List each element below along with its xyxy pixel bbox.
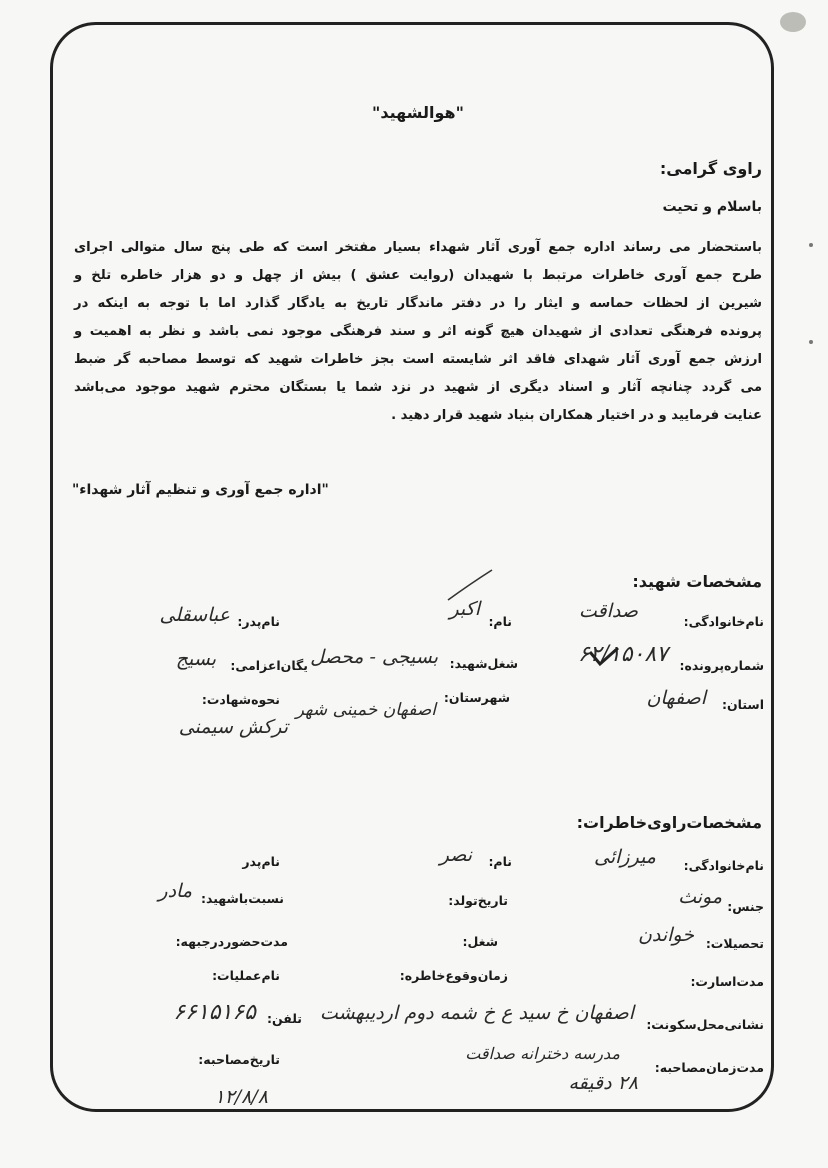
martyr-city-label: شهرستان: bbox=[443, 690, 510, 705]
letter-line: طرح جمع آوری خاطرات مرتبط با شهیدان (روایت عشق ) بیش از چهل و دو هزار خاطره تلخ و bbox=[74, 268, 762, 283]
martyr-family-name-label: نام‌خانوادگی: bbox=[683, 614, 764, 629]
narrator-duration-label: مدت‌زمان‌مصاحبه: bbox=[654, 1060, 764, 1075]
scan-dot bbox=[809, 243, 813, 247]
letter-line: ارزش جمع آوری آثار شهدای فاقد اثر شایسته است بجز خاطرات شهید که توسط مصاحبه گر ضبط bbox=[74, 352, 762, 367]
scan-dot bbox=[809, 340, 813, 344]
narrator-interviewer-value: مدرسه دخترانه صداقت bbox=[465, 1044, 620, 1063]
narrator-relation-label: نسبت‌باشهید: bbox=[200, 891, 284, 906]
page-title: "هوالشهید" bbox=[372, 103, 464, 122]
letter-line: پرونده فرهنگی تعدادی از شهیدان هیچ گونه اثر و سند فرهنگی موجود نمی باشد و نظر به اهمیت و bbox=[74, 324, 762, 339]
narrator-first-name-value: نصر bbox=[439, 844, 472, 866]
letter-line: شیرین از لحظات حماسه و ایثار را در دفتر ماندگار تاریخ به یادگار گذارد اما با توجه به اینکه در bbox=[74, 296, 762, 311]
greeting: راوی گرامی: bbox=[659, 159, 762, 178]
letter-line: باستحضار می رساند اداره جمع آوری آثار شهداء بسیار مفتخر است که طی پنج سال متوالی اجرای bbox=[74, 240, 762, 255]
narrator-education-value: خواندن bbox=[637, 924, 694, 946]
narrator-father-name-label: نام‌پدر bbox=[242, 854, 280, 869]
narrator-address-label: نشانی‌محل‌سکونت: bbox=[646, 1017, 764, 1032]
page-border bbox=[50, 22, 774, 1112]
salutation: باسلام و تحیت bbox=[662, 199, 762, 215]
martyr-manner-value: ترکش سیمنی bbox=[178, 716, 288, 738]
narrator-gender-label: جنس: bbox=[727, 899, 764, 914]
scan-smudge bbox=[780, 12, 806, 32]
narrator-interview-date-value: ۱۲/۸/۸ bbox=[214, 1086, 268, 1108]
signature: "اداره جمع آوری و تنظیم آثار شهداء" bbox=[72, 482, 329, 498]
narrator-address-value: اصفهان خ سید ع خ شمه دوم اردیبهشت bbox=[319, 1002, 634, 1024]
narrator-section-heading: مشخصات‌راوی‌خاطرات: bbox=[576, 813, 762, 832]
martyr-deployment-unit-label: یگان‌اعزامی: bbox=[230, 658, 308, 673]
martyr-father-name-label: نام‌پدر: bbox=[237, 614, 280, 629]
narrator-interview-date-label: تاریخ‌مصاحبه: bbox=[198, 1052, 280, 1067]
narrator-job-label: شغل: bbox=[462, 934, 498, 949]
narrator-front-duration-label: مدت‌حضوردرجبهه: bbox=[175, 934, 288, 949]
martyr-manner-label: نحوه‌شهادت: bbox=[201, 692, 280, 707]
pen-stroke-mark bbox=[440, 566, 500, 606]
letter-line: می گردد چنانچه آثار و اسناد دیگری از شهید در نزد شما یا بستگان محترم شهید موجود می‌باشد bbox=[74, 380, 762, 395]
narrator-memory-time-label: زمان‌وقوع‌خاطره: bbox=[399, 968, 508, 983]
checkmark-mark bbox=[586, 646, 622, 670]
martyr-first-name-value: اکبر bbox=[449, 598, 480, 620]
martyr-file-number-value: ۶۲/۱۵۰۸۷ bbox=[577, 642, 668, 667]
narrator-first-name-label: نام: bbox=[488, 854, 512, 869]
martyr-province-value: اصفهان bbox=[646, 687, 706, 709]
narrator-phone-label: تلفن: bbox=[266, 1011, 302, 1026]
martyr-first-name-label: نام: bbox=[488, 614, 512, 629]
narrator-duration-value: ۲۸ دقیقه bbox=[568, 1072, 638, 1094]
narrator-phone-value: ۶۶۱۵۱۶۵ bbox=[173, 1000, 256, 1025]
narrator-gender-value: مونث bbox=[678, 886, 722, 908]
martyr-province-label: استان: bbox=[721, 697, 764, 712]
narrator-family-name-value: میرزائی bbox=[594, 846, 656, 868]
martyr-section-heading: مشخصات شهید: bbox=[632, 572, 762, 591]
narrator-birth-date-label: تاریخ‌تولد: bbox=[448, 893, 508, 908]
martyr-file-number-label: شماره‌پرونده: bbox=[679, 658, 764, 673]
martyr-deployment-unit-value: بسیج bbox=[175, 648, 216, 670]
narrator-family-name-label: نام‌خانوادگی: bbox=[683, 858, 764, 873]
narrator-education-label: تحصیلات: bbox=[705, 936, 764, 951]
martyr-father-name-value: عباسقلی bbox=[159, 604, 230, 626]
letter-body bbox=[74, 234, 762, 430]
martyr-family-name-value: صداقت bbox=[578, 600, 638, 622]
narrator-relation-value: مادر bbox=[158, 880, 192, 902]
narrator-captivity-label: مدت‌اسارت: bbox=[690, 974, 764, 989]
letter-line: عنایت فرمایید و در اختیار همکاران بنیاد شهید قرار دهید . bbox=[391, 408, 762, 423]
narrator-operation-label: نام‌عملیات: bbox=[212, 968, 280, 983]
martyr-city-value: اصفهان خمینی شهر bbox=[295, 700, 436, 720]
martyr-job-value: بسیجی - محصل bbox=[310, 646, 438, 668]
martyr-job-label: شغل‌شهید: bbox=[449, 656, 518, 671]
